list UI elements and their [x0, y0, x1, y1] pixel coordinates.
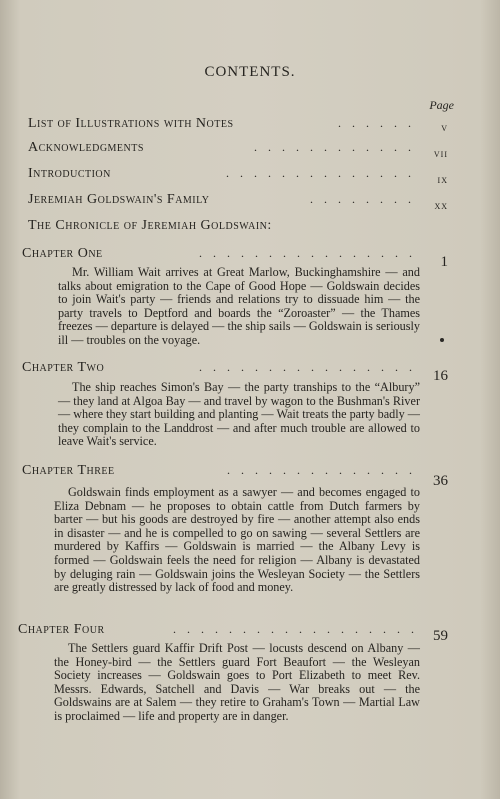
chapter-label: Chapter Three [22, 463, 115, 478]
leader-dots: . . . . . . . . [310, 192, 415, 206]
chapter-page-number: 1 [440, 254, 448, 270]
leader-dots: . . . . . . . . . . . . . . . . [199, 360, 416, 374]
leader-dots: . . . . . . . . . . . . . . [227, 463, 416, 477]
chapter-summary: The ship reaches Simon's Bay — the party tranships to the “Albury” — they land at Algoa Bay — and travel by wagon to the Bushman's River — where they start building and planting — Wait treats the party badly — they complain to the Landdrost — and after much trouble are allowed to leave Wait's service. [58, 380, 420, 449]
toc-entry-acknowledgments[interactable] [28, 140, 423, 158]
toc-entry-label: Jeremiah Goldswain's Family [28, 192, 210, 207]
leader-dots: . . . . . . . . . . . . [254, 140, 415, 154]
toc-entry-introduction[interactable] [28, 166, 423, 184]
toc-page-number: vii [433, 146, 448, 160]
leader-dots: . . . . . . . . . . . . . . . . [199, 246, 416, 260]
page-column-label: Page [429, 98, 454, 112]
chapter-page-number: 36 [433, 473, 448, 489]
toc-entry-illustrations[interactable] [28, 116, 423, 134]
chapter-label: Chapter Two [22, 360, 105, 375]
toc-entry-label: List of Illustrations with Notes [28, 116, 234, 131]
leader-dots: . . . . . . [338, 116, 415, 130]
toc-page-number: ix [437, 172, 448, 186]
toc-entry-label: Introduction [28, 166, 111, 181]
toc-section-label: The Chronicle of Jeremiah Goldswain: [28, 218, 272, 233]
chapter-three-entry[interactable] [22, 463, 422, 481]
contents-heading: CONTENTS. [204, 64, 296, 80]
chapter-label: Chapter One [22, 246, 103, 261]
toc-page-number: v [441, 120, 448, 134]
chapter-label: Chapter Four [18, 622, 105, 637]
leader-dots: . . . . . . . . . . . . . . [226, 166, 415, 180]
chapter-one-entry[interactable] [22, 246, 422, 264]
toc-entry-family[interactable] [28, 192, 423, 210]
toc-page-number: xx [434, 198, 448, 212]
leader-dots: . . . . . . . . . . . . . . . . . . [173, 622, 418, 636]
toc-entry-label: Acknowledgments [28, 140, 144, 155]
chapter-page-number: 16 [433, 368, 448, 384]
chapter-page-number: 59 [433, 628, 448, 644]
chapter-summary: Mr. William Wait arrives at Great Marlow, Buckinghamshire — and talks about emigration to the Cape of Good Hope — Goldswain decides to join Wait's party — friends and relations try to dissuade him — the party travels to Deptford and boards the “Zoroaster” — the Thames freezes — departure is delayed — the ship sails — Goldswain is seriously ill — troubles on the voyage. [58, 265, 420, 347]
toc-section-chronicle [28, 218, 423, 236]
chapter-two-entry[interactable] [22, 360, 422, 378]
chapter-summary: Goldswain finds employment as a sawyer — and becomes engaged to Eliza Debnam — he proposes to obtain cattle from Dutch farmers by barter — but his goods are destroyed by fire — another attempt also ends in disaster — and he is compelled to go on sawing — several Settlers are murdered by Kaffirs — Goldswain is married — the Albany Levy is formed — Goldswain feels the need for religion — Albany is devastated by deluging rain — Goldswain joins the Wesleyan Society — the Settlers are greatly distressed by lack of food and money. [54, 485, 420, 595]
chapter-four-entry[interactable] [18, 622, 424, 640]
chapter-summary: The Settlers guard Kaffir Drift Post — locusts descend on Albany — the Honey-bird — the Settlers guard Fort Beaufort — the Wesleyan Society increases — Goldswain goes to Port Elizabeth to meet Rev. Messrs. Edwards, Satchell and Davis — War breaks out — the Goldswains are at Salem — they retire to Graham's Town — Martial Law is proclaimed — life and property are in danger. [54, 641, 420, 723]
ink-spot [440, 338, 444, 342]
